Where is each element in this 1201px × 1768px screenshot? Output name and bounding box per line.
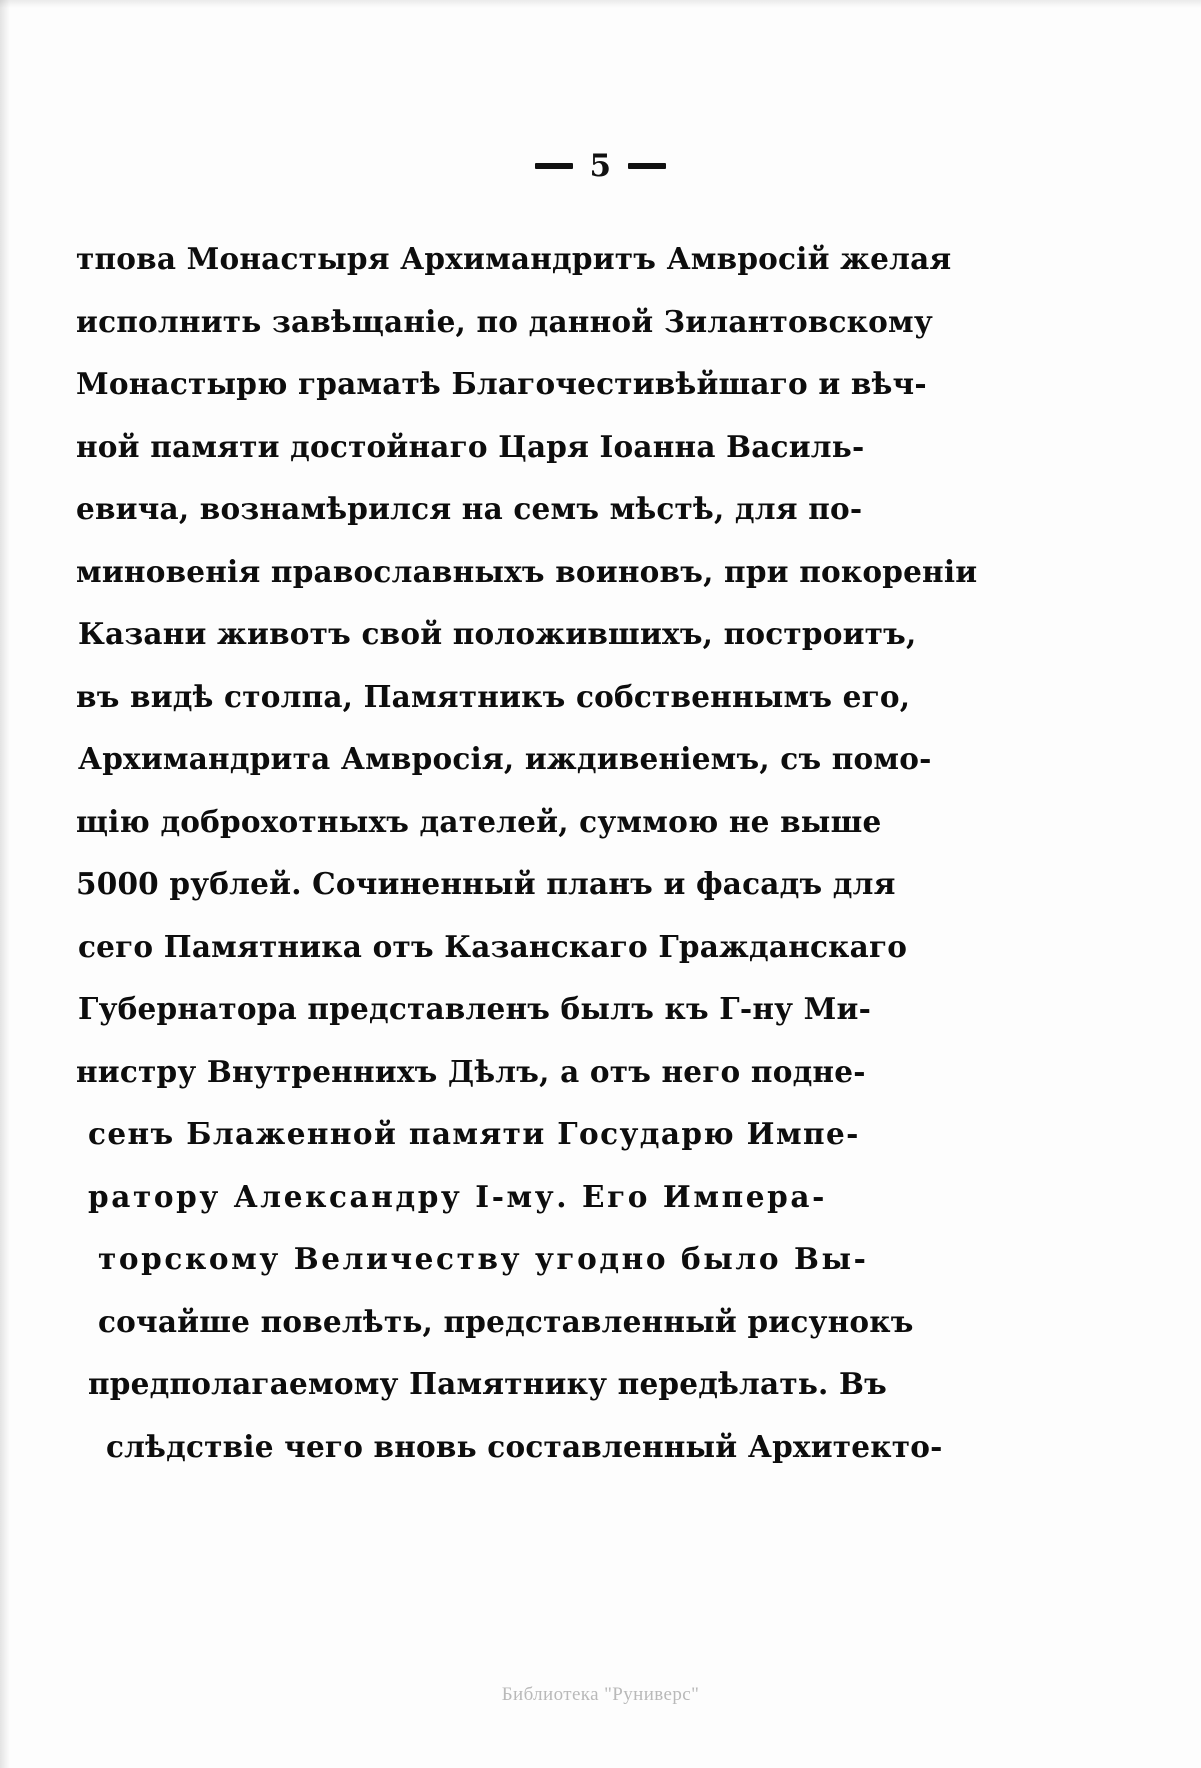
text-line: щію доброхотныхъ дателей, суммою не выше: [76, 803, 882, 839]
page-number-left-rule: [535, 163, 573, 169]
text-line: предполагаемому Памятнику передѣлать. Въ: [88, 1366, 887, 1401]
text-line: 5000 рублей. Сочиненный планъ и фасадъ для: [76, 866, 896, 901]
page-number-header: [0, 148, 1201, 184]
page-number-right-rule: [628, 163, 666, 169]
body-text-block: [76, 228, 1126, 1478]
page-left-shadow: [0, 0, 10, 1768]
text-line: въ видѣ столпа, Памятникъ собственнымъ его,: [76, 678, 911, 714]
library-credit: Библиотека "Руниверс": [501, 1684, 700, 1705]
text-line: исполнить завѣщаніе, по данной Зилантовскому: [76, 303, 933, 339]
text-line: миновенія православныхъ воиновъ, при покореніи: [76, 553, 978, 589]
text-line: нистру Внутреннихъ Дѣлъ, а отъ него подне-: [76, 1053, 866, 1089]
text-line: сенъ Блаженной памяти Государю Импе-: [88, 1116, 860, 1151]
page-top-shadow: [0, 0, 1201, 8]
text-line: Монастырю граматѣ Благочестивѣйшаго и вѣч-: [76, 366, 927, 401]
text-line: Губернатора представленъ былъ къ Г-ну Ми-: [78, 991, 872, 1026]
page-number: 5: [589, 148, 612, 184]
text-line: торскому Величеству угодно было Вы-: [98, 1241, 869, 1276]
text-line: слѣдствіе чего вновь составленный Архитекто-: [106, 1428, 943, 1464]
text-line: тпова Монастыря Архимандритъ Амвросій желая: [76, 241, 952, 276]
text-line: сочайше повелѣть, представленный рисунокъ: [98, 1303, 914, 1339]
text-line: евича, вознамѣрился на семъ мѣстѣ, для по-: [76, 491, 863, 526]
text-line: ной памяти достойнаго Царя Іоанна Василь-: [76, 428, 865, 464]
text-line: Архимандрита Амвросія, иждивеніемъ, съ помо-: [78, 741, 932, 776]
text-line: Казани животъ свой положившихъ, построитъ,: [78, 616, 917, 651]
text-line: сего Памятника отъ Казанскаго Гражданскаго: [78, 928, 908, 964]
text-line: ратору Александру I-му. Его Импера-: [88, 1178, 827, 1214]
